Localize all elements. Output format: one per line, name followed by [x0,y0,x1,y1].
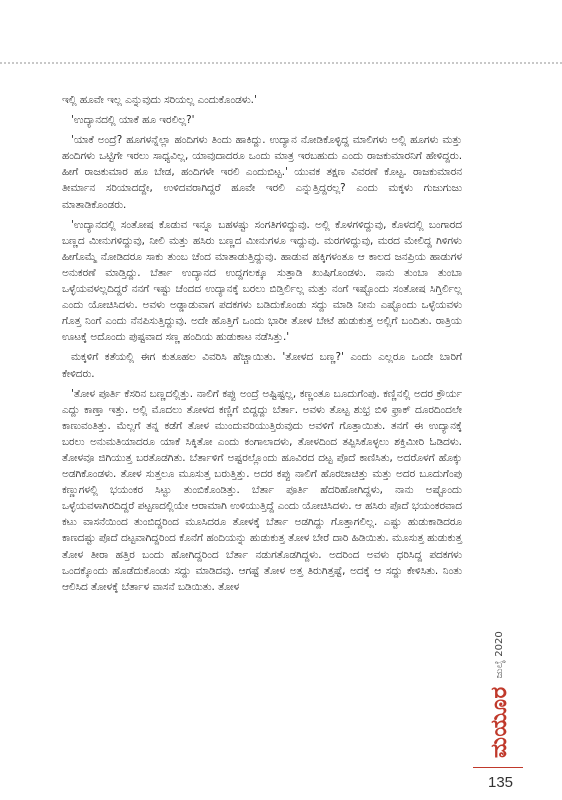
issue-date: ಜುಲೈ 2020 [493,631,505,679]
paragraph-4: 'ಉದ್ಯಾನದಲ್ಲಿ ಸಂತೋಷ ಕೊಡುವ ಇನ್ನೂ ಬಹಳಷ್ಟು ಸಂಗತಿಗಳಿದ್ದುವು. ಅಲ್ಲಿ ಕೊಳಗಳಿದ್ದುವು, ಕೊಳದಲ್ಲಿ ಬಂಗಾರದ ಬಣ್ಣದ ಮೀನುಗಳಿದ್ದುವು, ನೀಲಿ ಮತ್ತು ಹಸಿರು ಬಣ್ಣದ ಮೀನುಗಳೂ ಇದ್ದುವು. ಮರಗಳಿದ್ದುವು, ಮರದ ಮೇಲಿದ್ದ ಗಿಳಿಗಳು ಹೀಗೊಮ್ಮೆ ನೋಡಿದರೂ ಸಾಕು ತುಂಬ ಚೆಂದ ಮಾತಾಡುತ್ತಿದ್ದುವು. ಹಾಡುವ ಹಕ್ಕಿಗಳಂತೂ ಆ ಕಾಲದ ಜನಪ್ರಿಯ ಹಾಡುಗಳ ಅನುಕರಣೆ ಮಾಡ್ತಿದ್ದು. ಬೆರ್ತಾ ಉದ್ಯಾನದ ಉದ್ದಗಲಕ್ಕೂ ಸುತ್ತಾಡಿ ಖುಷಿಗೊಂಡಳು. ನಾನು ತುಂಬಾ ತುಂಬಾ ಒಳ್ಳೆಯವಳಲ್ಲದಿದ್ದರೆ ನನಗೆ ಇಷ್ಟು ಚೆಂದದ ಉದ್ಯಾನಕ್ಕೆ ಬರಲು ಬಿಡ್ತಿರ್ಲಿಲ್ಲ ಮತ್ತು ನಂಗೆ ಇಷ್ಟೊಂದು ಸಂತೋಷ ಸಿಗ್ತಿರ್ಲಿಲ್ಲ ಎಂದು ಯೋಚಿಸಿದಳು. ಅವಳು ಅಡ್ಡಾಡುವಾಗ ಪದಕಗಳು ಬಡಿದುಕೊಂಡು ಸದ್ದು ಮಾಡಿ ನೀನು ಎಷ್ಟೊಂದು ಒಳ್ಳೆಯವಳು ಗೊತ್ತ ನಿಂಗೆ ಎಂದು ನೆನಪಿಸುತ್ತಿದ್ದುವು. ಅದೇ ಹೊತ್ತಿಗೆ ಒಂದು ಭಾರೀ ತೋಳ ಬೇಟೆ ಹುಡುಕುತ್ತ ಅಲ್ಲಿಗೆ ಬಂದಿತು. ರಾತ್ರಿಯ ಊಟಕ್ಕೆ ಅದೊಂದು ಪುಷ್ಟವಾದ ಸಣ್ಣ ಹಂದಿಯ ಹುಡುಕಾಟ ನಡೆಸಿತ್ತು.' [62,218,462,344]
paragraph-1: ಇಲ್ಲಿ ಹೂವೇ ಇಲ್ಲ ಎನ್ನುವುದು ಸರಿಯಲ್ಲ ಎಂದುಕೊಂಡಳು.' [62,94,257,106]
magazine-side-brand [486,631,512,758]
paragraph-6: 'ತೋಳ ಪೂರ್ತಿ ಕೆಸರಿನ ಬಣ್ಣದಲ್ಲಿತ್ತು. ನಾಲಿಗೆ ಕಪ್ಪು ಅಂದ್ರೆ ಅಷ್ಟಿಷ್ಟಲ್ಲ, ಕಣ್ಣಂತೂ ಬೂದುಗೆಂಪು. ಕಣ್ಣಿನಲ್ಲಿ ಅದರ ಕ್ರೌರ್ಯ ಎದ್ದು ಕಾಣ್ತಾ ಇತ್ತು. ಅಲ್ಲಿ ಮೊದಲು ತೋಳದ ಕಣ್ಣಿಗೆ ಬಿದ್ದದ್ದು ಬೆರ್ತಾ. ಅವಳು ತೊಟ್ಟ ಶುಭ್ರ ಬಿಳಿ ಫ್ರಾಕ್ ದೂರದಿಂದಲೇ ಕಾಣುವಂತಿತ್ತು. ಮೆಲ್ಲಗೆ ತನ್ನ ಕಡೆಗೆ ತೋಳ ಮುಂದುವರಿಯುತ್ತಿರುವುದು ಅವಳಿಗೆ ಗೊತ್ತಾಯಿತು. ತನಗೆ ಈ ಉದ್ಯಾನಕ್ಕೆ ಬರಲು ಅನುಮತಿಯಾದರೂ ಯಾಕೆ ಸಿಕ್ಕಿತೋ ಎಂದು ಕಂಗಾಲಾದಳು, ತೋಳದಿಂದ ತಪ್ಪಿಸಿಕೊಳ್ಳಲು ಶಕ್ತಿಮೀರಿ ಓಡಿದಳು. ತೋಳವೂ ಜಿಗಿಯುತ್ತ ಬರತೊಡಗಿತು. ಬೆರ್ತಾಳಿಗೆ ಅಷ್ಟರಲ್ಲೊಂದು ಹೂವಿರದ ದಟ್ಟ ಪೊದೆ ಕಾಣಿಸಿತು, ಅದರೊಳಗೆ ಹೊಕ್ಕು ಅಡಗಿಕೊಂಡಳು. ತೋಳ ಸುತ್ತಲೂ ಮೂಸುತ್ತ ಬರುತ್ತಿತ್ತು. ಅದರ ಕಪ್ಪು ನಾಲಿಗೆ ಹೊರಚಾಚಿತ್ತು ಮತ್ತು ಅದರ ಬೂದುಗೆಂಪು ಕಣ್ಣುಗಳಲ್ಲಿ ಭಯಂಕರ ಸಿಟ್ಟು ತುಂಬಿಕೊಂಡಿತ್ತು. ಬೆರ್ತಾ ಪೂರ್ತಿ ಹೆದರಿಹೋಗಿದ್ದಳು, ನಾನು ಅಷ್ಟೊಂದು ಒಳ್ಳೆಯವಳಾಗಿರದಿದ್ದರೆ ಪಟ್ಟಣದಲ್ಲಿಯೇ ಆರಾಮಾಗಿ ಉಳಿಯುತ್ತಿದ್ದೆ ಎಂದು ಯೋಚಿಸಿದಳು. ಆ ಹಸಿರು ಪೊದೆ ಭಯಂಕರವಾದ ಕಟು ವಾಸನೆಯಿಂದ ತುಂಬಿದ್ದರಿಂದ ಮೂಸಿದರೂ ತೋಳಕ್ಕೆ ಬೆರ್ತಾ ಅಡಗಿದ್ದು ಗೊತ್ತಾಗಲಿಲ್ಲ. ಎಷ್ಟು ಹುಡುಕಾಡಿದರೂ ಕಾಣದಷ್ಟು ಪೊದೆ ದಟ್ಟವಾಗಿದ್ದರಿಂದ ಕೊನೆಗೆ ಹಂದಿಯನ್ನು ಹುಡುಕುತ್ತ ತೋಳ ಬೇರೆ ದಾರಿ ಹಿಡಿಯಿತು. ಮೂಸುತ್ತ ಹುಡುಕುತ್ತ ತೋಳ ತೀರಾ ಹತ್ತಿರ ಬಂದು ಹೋಗಿದ್ದರಿಂದ ಬೆರ್ತಾ ನಡುಗತೊಡಗಿದ್ದಳು. ಅದರಿಂದ ಅವಳು ಧರಿಸಿದ್ದ ಪದಕಗಳು ಒಂದಕ್ಕೊಂದು ಹೊಡೆದುಕೊಂಡು ಸದ್ದು ಮಾಡಿದವು. ಆಗಷ್ಟೆ ತೋಳ ಅತ್ತ ತಿರುಗಿತ್ತಷ್ಟೆ, ಅದಕ್ಕೆ ಆ ಸದ್ದು ಕೇಳಿಸಿತು. ನಿಂತು ಆಲಿಸಿದ ತೋಳಕ್ಕೆ ಬೆರ್ತಾಳ ವಾಸನೆ ಬಡಿಯಿತು. ತೋಳ [62,387,462,593]
magazine-logo: ಮಯೂರ [486,686,512,758]
article-body [62,92,462,599]
paragraph-3: 'ಯಾಕೆ ಅಂದ್ರೆ? ಹೂಗಳನ್ನೆಲ್ಲಾ ಹಂದಿಗಳು ತಿಂದು ಹಾಕಿದ್ದು. ಉದ್ಯಾನ ನೋಡಿಕೊಳ್ಳಿದ್ದ ಮಾಲಿಗಳು ಅಲ್ಲಿ ಹೂಗಳು ಮತ್ತು ಹಂದಿಗಳು ಒಟ್ಟಿಗೇ ಇರಲು ಸಾಧ್ಯವಿಲ್ಲ, ಯಾವುದಾದರೂ ಒಂದು ಮಾತ್ರ ಇರಬಹುದು ಎಂದು ರಾಜಕುಮಾರನಿಗೆ ಹೇಳಿದ್ದರು. ಹೀಗೆ ರಾಜಕುಮಾರ ಹೂ ಬೇಡ, ಹಂದಿಗಳೇ ಇರಲಿ ಎಂದುಬಿಟ್ಟ.' ಯುವಕ ತಕ್ಷಣ ವಿವರಣೆ ಕೊಟ್ಟ. ರಾಜಕುಮಾರನ ತೀರ್ಮಾನ ಸರಿಯಾದದ್ದೇ, ಉಳಿದವರಾಗಿದ್ದರೆ ಹೂವೇ ಇರಲಿ ಎನ್ನುತ್ತಿದ್ದರಲ್ಲ? ಎಂದು ಮಕ್ಕಳು ಗುಜುಗುಜು ಮಾತಾಡಿಕೊಂಡರು. [62,134,462,211]
top-dotted-rule [0,62,562,64]
page-number-rule [473,767,523,768]
page-number: 135 [488,774,514,791]
paragraph-2: 'ಉದ್ಯಾನದಲ್ಲಿ ಯಾಕೆ ಹೂ ಇರಲಿಲ್ಲ?' [71,114,195,127]
paragraph-5: ಮಕ್ಕಳಿಗೆ ಕತೆಯಲ್ಲಿ ಈಗ ಕುತೂಹಲ ವಿವರಿಸಿ ಹೆಚ್ಚಾಯಿತು. 'ತೋಳದ ಬಣ್ಣ?' ಎಂದು ಎಲ್ಲರೂ ಒಂದೇ ಬಾರಿಗೆ ಕೇಳಿದರು. [62,351,462,380]
